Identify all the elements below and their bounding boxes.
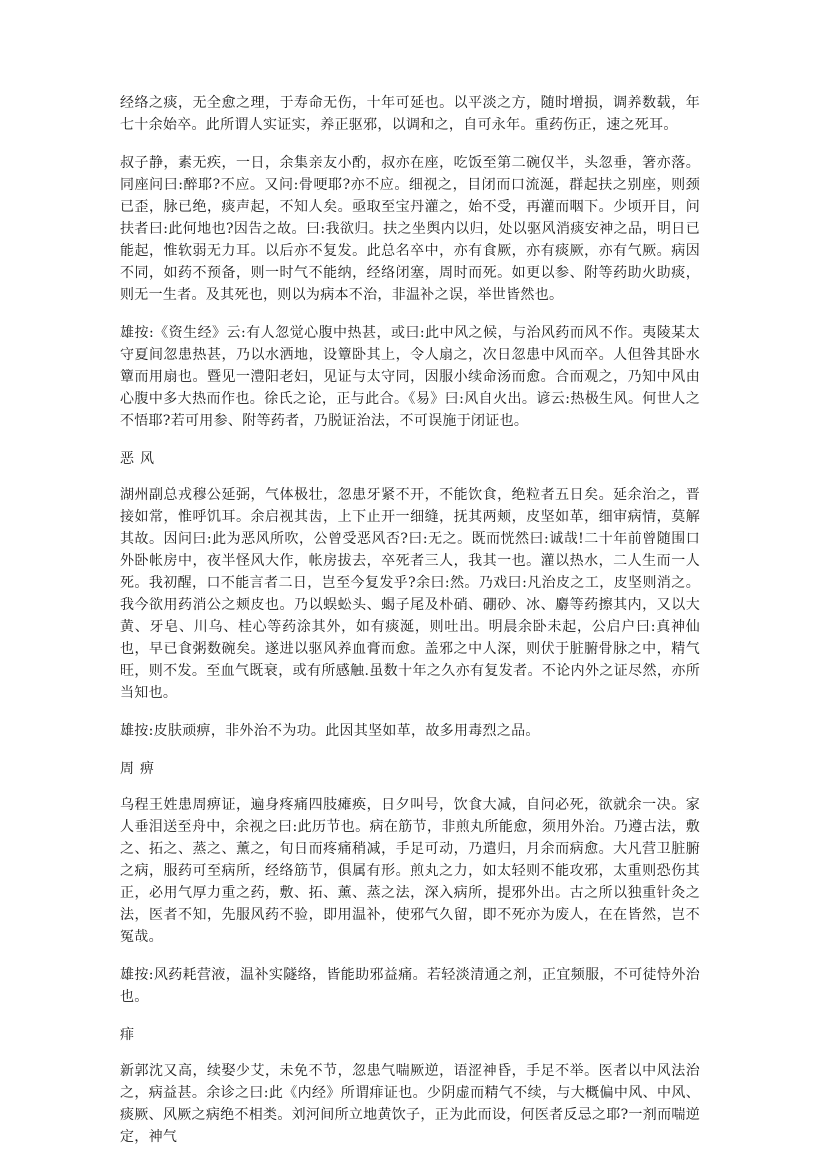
- section-heading-fei: 痱: [120, 1027, 140, 1043]
- paragraph-xiong-note-wind-drugs: 雄按:风药耗营液，温补实隧络，皆能助邪益痛。若轻淡清通之剂，正宜频服，不可徒恃外治也。: [120, 967, 700, 1005]
- paragraph-case-mu-yanbi: 湖州副总戎穆公延弼，气体极壮，忽患牙紧不开，不能饮食，绝粒者五日矣。延余治之，晋接如常，惟呼饥耳。余启视其齿，上下止开一细缝，抚其两颊，皮坚如革，细审病情，莫解其故。因问曰:此为恶风所吹，公曾受恶风否?曰:无之。既而恍然曰:诚哉!二十年前曾随围口外卧帐房中，夜半怪风大作，帐房拔去，卒死者三人，我其一也。灌以热水，二人生而一人死。我初醒，口不能言者二日，岂至今复发乎?余曰:然。乃戏曰:凡治皮之工，皮坚则消之。我今欲用药消公之颊皮也。乃以蜈蚣头、蝎子尾及朴硝、硼砂、冰、麝等药擦其内，又以大黄、牙皂、川乌、桂心等药涂其外，如有痰涎，则吐出。明晨余卧未起，公启户曰:真神仙也，早已食粥数碗矣。遂进以驱风养血膏而愈。盖邪之中人深，则伏于脏腑骨脉之中，精气旺，则不发。至血气既衰，或有所感触.虽数十年之久亦有复发者。不论内外之证尽然，亦所当知也。: [120, 487, 700, 701]
- paragraph-xiong-note-skin: 雄按:皮肤顽痹，非外治不为功。此因其坚如革，故多用毒烈之品。: [120, 723, 540, 739]
- document-page: [120, 92, 700, 1164]
- paragraph-xiong-note-zisheng-jing: 雄按:《资生经》云:有人忽觉心腹中热甚，或曰:此中风之候，与治风药而风不作。夷陵某太守夏间忽患热甚，乃以水洒地，设簟卧其上，令人扇之，次日忽患中风而卒。人但咎其卧水簟而用扇也。暨见一澧阳老妇，见证与太守同，因服小续命汤而愈。合而观之，乃知中风由心腹中多大热而作也。徐氏之论，正与此合。《易》曰:风自火出。谚云:热极生风。何世人之不悟耶?若可用参、附等药者，乃脱证治法，不可误施于闭证也。: [120, 325, 700, 429]
- section-heading-e-feng: 恶风: [120, 451, 160, 467]
- paragraph-case-wang-zhoubi: 乌程王姓患周痹证，遍身疼痛四肢瘫痪，日夕叫号，饮食大减，自问必死，欲就余一决。家人垂泪送至舟中，余视之曰:此历节也。病在筋节，非煎丸所能愈，须用外治。乃遵古法，敷之、拓之、蒸之、薰之，旬日而疼痛稍减，手足可动，乃遣归，月余而病愈。大凡营卫脏腑之病，服药可至病所，经络筋节，俱属有形。煎丸之力，如太轻则不能攻邪，太重则恐伤其正，必用气厚力重之药，敷、拓、薰、蒸之法，深入病所，提邪外出。古之所以独重针灸之法，医者不知，先服风药不验，即用温补，使邪气久留，即不死亦为废人，在在皆然，岂不冤哉。: [120, 797, 700, 945]
- paragraph-case-shen-yougao: 新郭沈又高，续娶少艾，未免不节，忽患气喘厥逆，语涩神昏，手足不举。医者以中风法治之，病益甚。余诊之曰:此《内经》所谓痱证也。少阴虚而精气不续，与大概偏中风、中风、痰厥、风厥之病绝不相类。刘河间所立地黄饮子，正为此而设，何医者反忌之耶?一剂而喘逆定，神气: [120, 1063, 700, 1145]
- paragraph-continuation: 经络之痰，无全愈之理，于寿命无伤，十年可延也。以平淡之方，随时增损，调养数载，年七十余始卒。此所谓人实证实，养正驱邪，以调和之，自可永年。重药伤正，速之死耳。: [120, 95, 700, 133]
- section-heading-zhou-bi: 周痹: [120, 761, 160, 777]
- paragraph-case-uncle-zijing: 叔子静，素无疾，一日，余集亲友小酌，叔亦在座，吃饭至第二碗仅半，头忽垂，箸亦落。同座问曰:醉耶?不应。又问:骨哽耶?亦不应。细视之，目闭而口流涎，群起扶之别座，则颈已歪，脉已绝，痰声起，不知人矣。亟取至宝丹灌之，始不受，再灌而咽下。少顷开目，问扶者曰:此何地也?因告之故。曰:我欲归。扶之坐舆内以归，处以驱风消痰安神之品，明日已能起，惟软弱无力耳。以后亦不复发。此总名卒中，亦有食厥，亦有痰厥，亦有气厥。病因不同，如药不预备，则一时气不能纳，经络闭塞，周时而死。如更以参、附等药助火助痰，则无一生者。及其死也，则以为病本不治，非温补之误，举世皆然也。: [120, 155, 700, 303]
